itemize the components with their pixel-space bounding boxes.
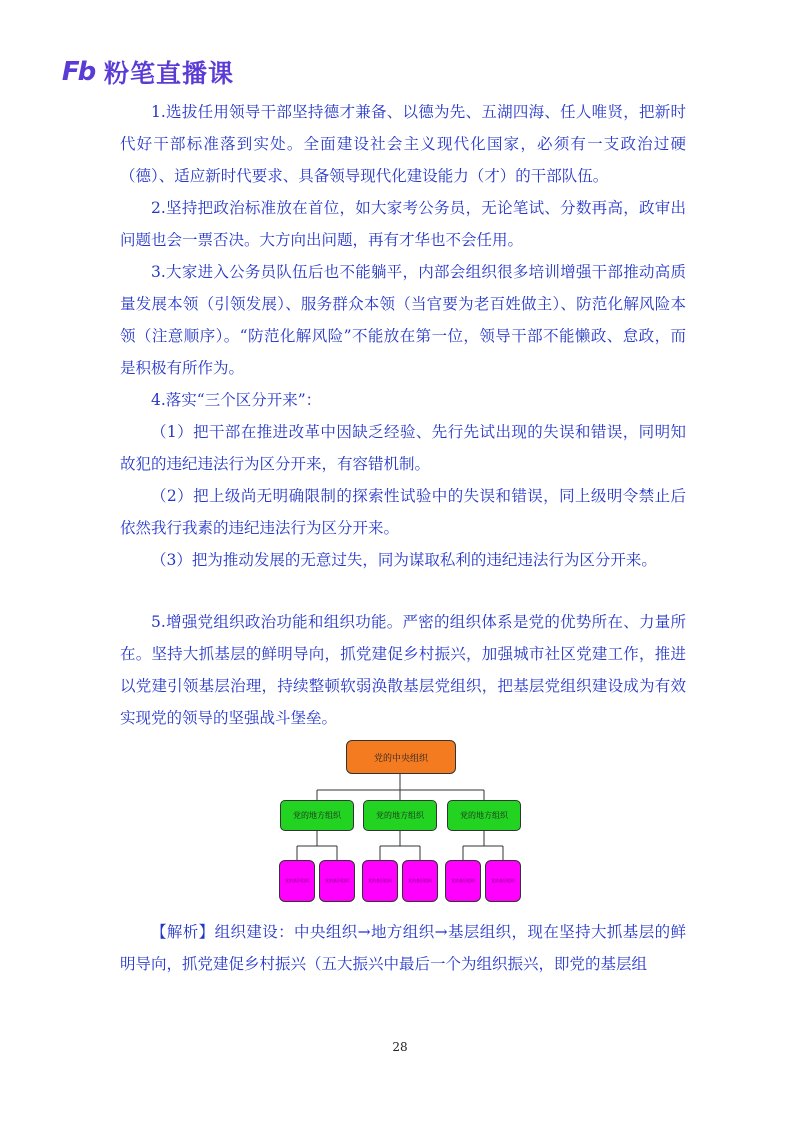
analysis-paragraph (120, 916, 686, 980)
analysis-tag: 【解析】 (151, 923, 215, 941)
paragraph-5: （1）把干部在推进改革中因缺乏经验、先行先试出现的失误和错误，同明知故犯的违纪违法行为区分开来，有容错机制。 (120, 423, 686, 473)
org-node-local-2: 党的地方组织 (363, 800, 437, 831)
org-node-grassroots-4: 党的基层组织 (402, 860, 438, 902)
fenbi-logo-icon: Fb (61, 57, 95, 87)
org-node-local-3: 党的地方组织 (447, 800, 521, 831)
paragraph-1: 1.选拔任用领导干部坚持德才兼备、以德为先、五湖四海、任人唯贤，把新时代好干部标准落到实处。全面建设社会主义现代化国家，必须有一支政治过硬（德）、适应新时代要求、具备领导现代化建设能力（才）的干部队伍。 (120, 103, 686, 185)
brand-name: 粉笔直播课 (104, 59, 235, 88)
org-node-central: 党的中央组织 (346, 740, 456, 774)
org-node-grassroots-1: 党的基层组织 (279, 860, 315, 902)
analysis-text: 组织建设：中央组织→地方组织→基层组织，现在坚持大抓基层的鲜明导向，抓党建促乡村振兴（五大振兴中最后一个为组织振兴，即党的基层组 (120, 923, 686, 973)
org-node-grassroots-2: 党的基层组织 (319, 860, 355, 902)
header (58, 54, 234, 90)
paragraph-3: 3.大家进入公务员队伍后也不能躺平，内部会组织很多培训增强干部推动高质量发展本领（引领发展）、服务群众本领（当官要为老百姓做主）、防范化解风险本领（注意顺序）。“防范化解风险”不能放在第一位，领导干部不能懒政、怠政，而是积极有所作为。 (120, 263, 686, 377)
paragraph-7: （3）把为推动发展的无意过失，同为谋取私利的违纪违法行为区分开来。 (151, 551, 657, 569)
org-node-local-1: 党的地方组织 (280, 800, 354, 831)
paragraph-4: 4.落实“三个区分开来”： (151, 391, 322, 409)
analysis-section (120, 916, 686, 980)
paragraph-6: （2）把上级尚无明确限制的探索性试验中的失误和错误，同上级明令禁止后依然我行我素的违纪违法行为区分开来。 (120, 487, 686, 537)
org-node-grassroots-3: 党的基层组织 (362, 860, 398, 902)
paragraph-2: 2.坚持把政治标准放在首位，如大家考公务员，无论笔试、分数再高，政审出问题也会一票否决。大方向出问题，再有才华也不会任用。 (120, 199, 686, 249)
spacer (120, 576, 686, 606)
org-node-grassroots-6: 党的基层组织 (485, 860, 521, 902)
main-content (120, 96, 686, 734)
page-number: 28 (392, 1040, 408, 1054)
org-chart (270, 738, 530, 904)
org-node-grassroots-5: 党的基层组织 (445, 860, 481, 902)
paragraph-8: 5.增强党组织政治功能和组织功能。严密的组织体系是党的优势所在、力量所在。坚持大抓基层的鲜明导向，抓党建促乡村振兴，加强城市社区党建工作，推进以党建引领基层治理，持续整顿软弱涣散基层党组织，把基层党组织建设成为有效实现党的领导的坚强战斗堡垒。 (120, 613, 686, 727)
